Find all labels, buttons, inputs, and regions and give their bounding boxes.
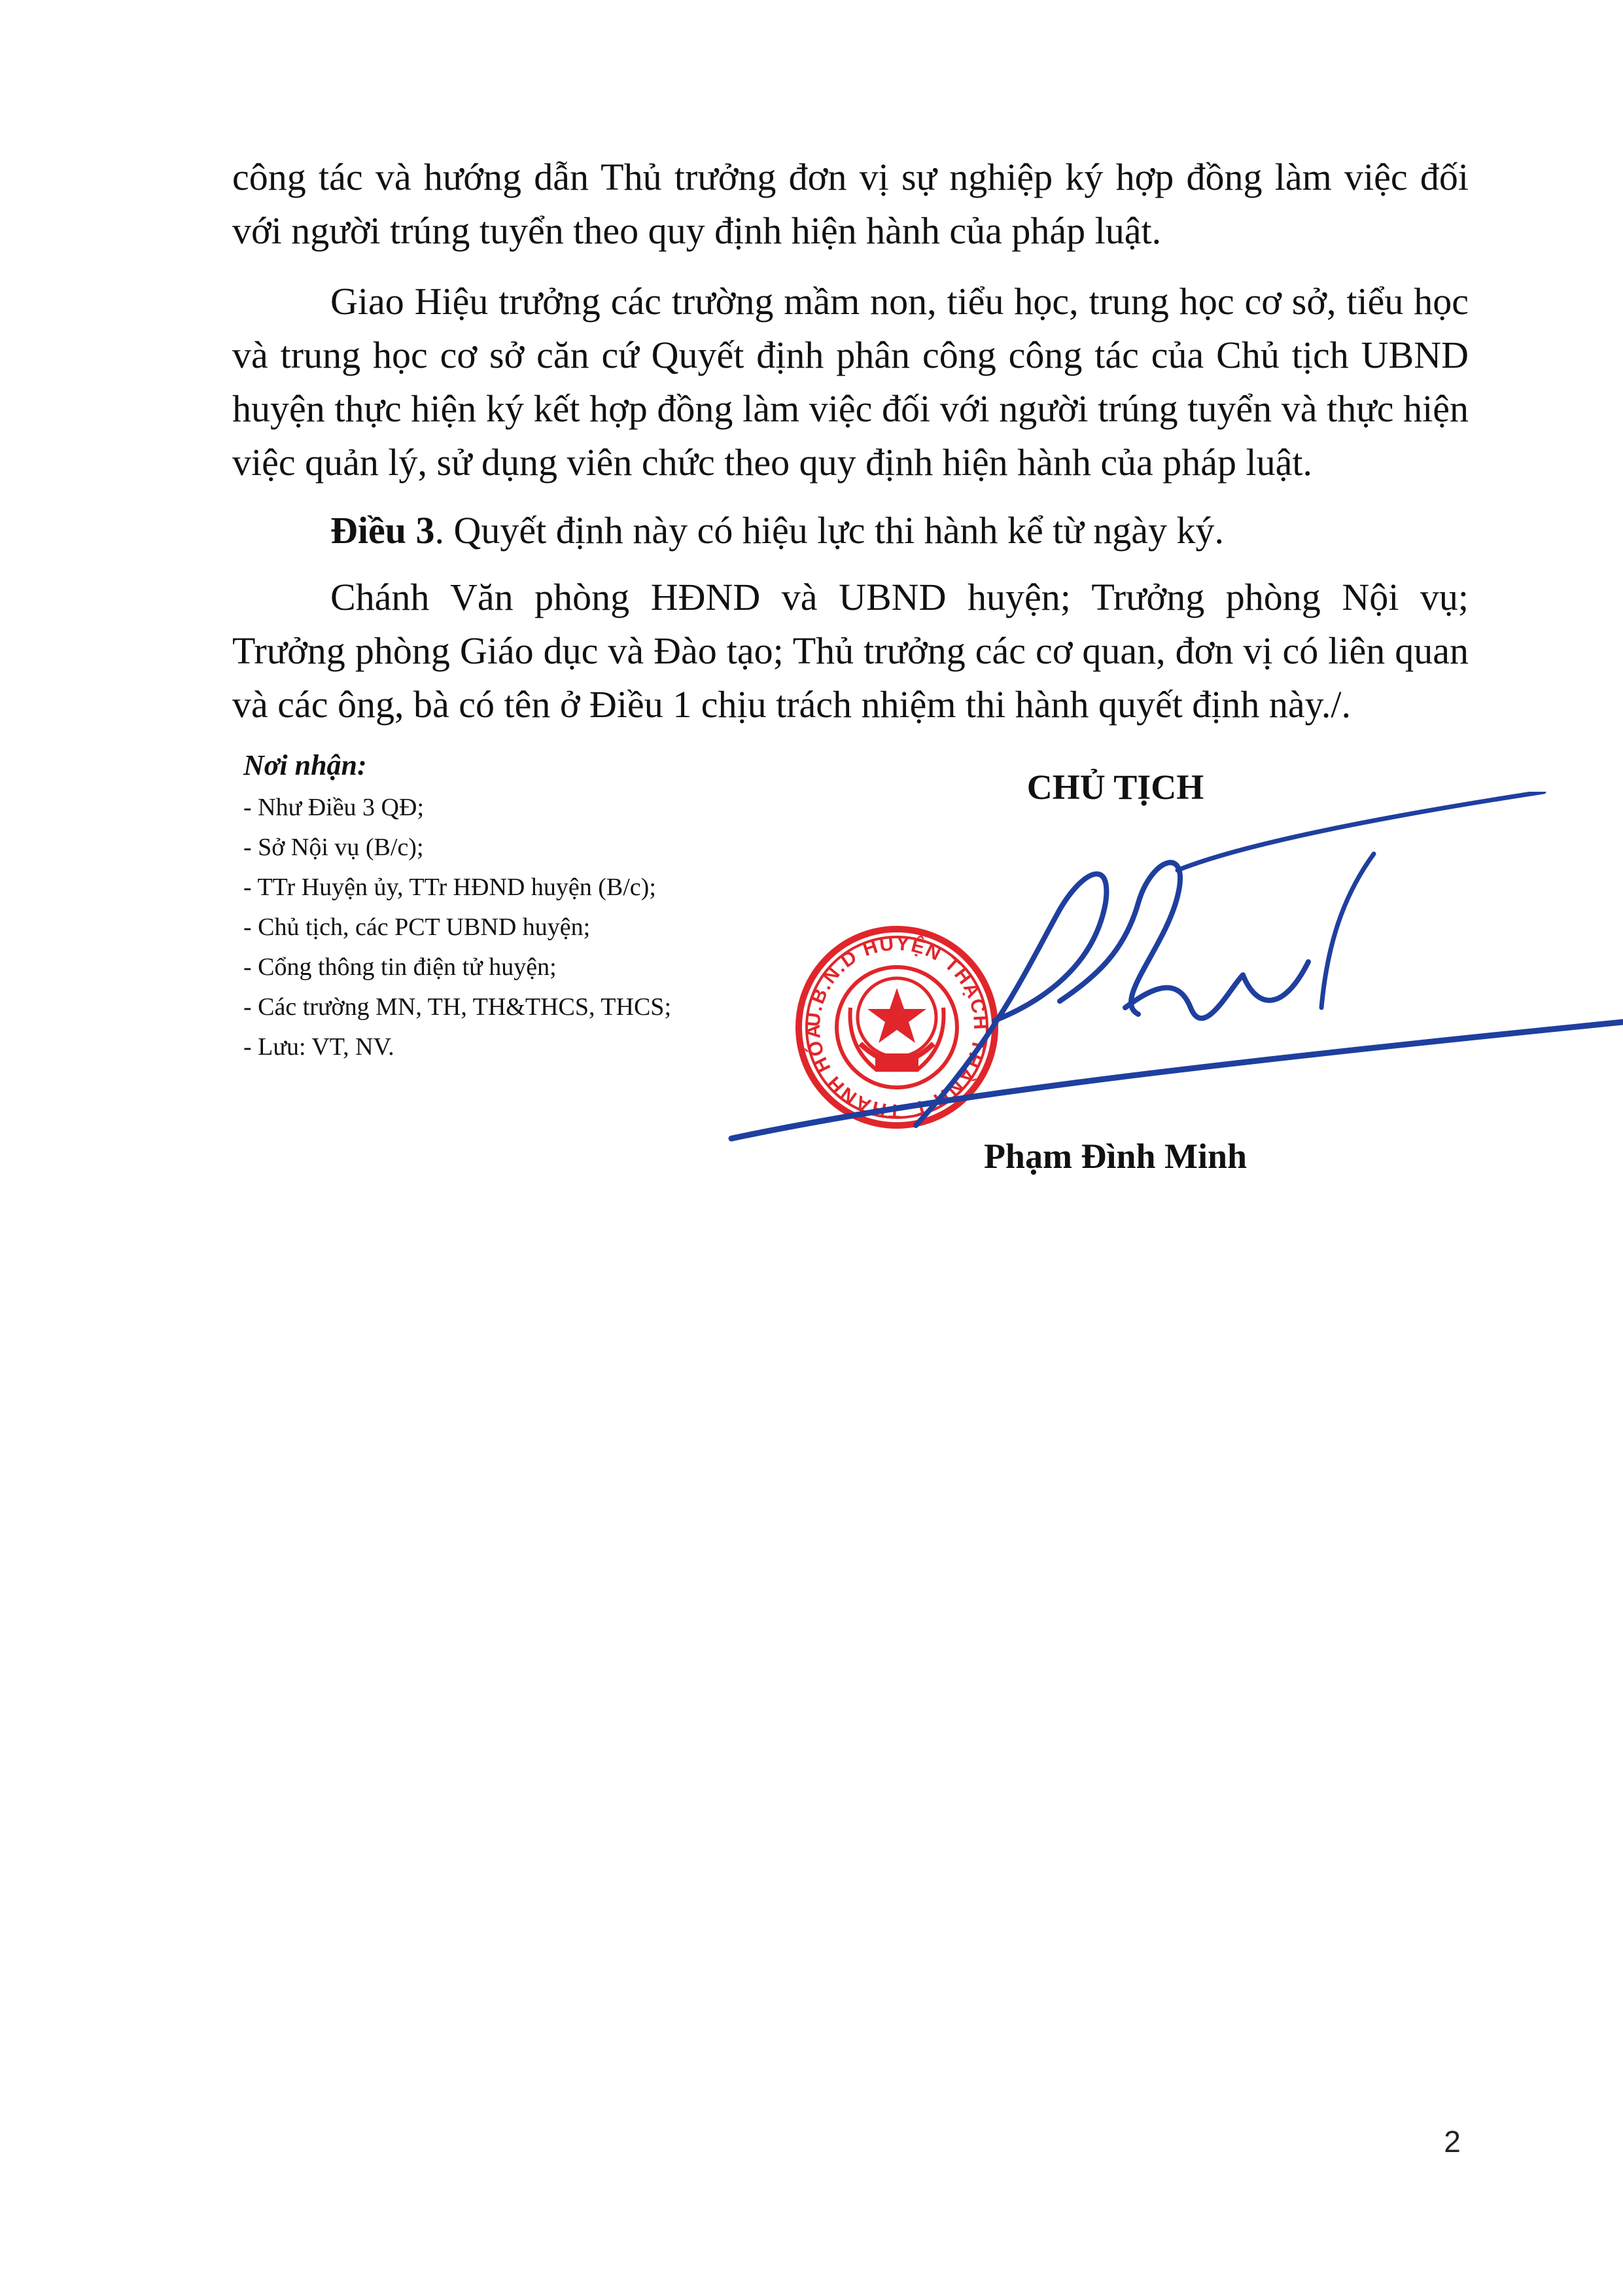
signer-title: CHỦ TỊCH — [1026, 768, 1204, 807]
seal-and-signature — [720, 792, 1623, 1158]
paragraph-responsibility: Chánh Văn phòng HĐND và UBND huyện; Trưởng phòng Nội vụ; Trưởng phòng Giáo dục và Đào tạo; Thủ trưởng các cơ quan, đơn vị có liên quan và các ông, bà có tên ở Điều 1 chịu trách nhiệm thi hành quyết định này./. — [232, 576, 1469, 726]
signer-name: Phạm Đình Minh — [983, 1137, 1248, 1176]
recipient-item: - Lưu: VT, NV. — [243, 1033, 394, 1061]
paragraph-school-principals: Giao Hiệu trưởng các trường mầm non, tiểu học, trung học cơ sở, tiểu học và trung học cơ sở căn cứ Quyết định phân công công tác của Chủ tịch UBND huyện thực hiện ký kết hợp đồng làm việc đối với người trúng tuyển và thực hiện việc quản lý, sử dụng viên chức theo quy định hiện hành của pháp luật. — [232, 280, 1469, 484]
recipient-item: - Cổng thông tin điện tử huyện; — [243, 953, 557, 981]
recipient-item: - Như Điều 3 QĐ; — [243, 794, 425, 821]
paragraph-continuation: công tác và hướng dẫn Thủ trưởng đơn vị sự nghiệp ký hợp đồng làm việc đối với người trúng tuyển theo quy định hiện hành của pháp luật. — [232, 156, 1469, 252]
recipients-title: Nơi nhận: — [243, 749, 367, 781]
recipient-item: - Sở Nội vụ (B/c); — [243, 834, 424, 861]
seal-text: U.B.N.D HUYỆN THẠCH THÀNH T. THANH HÓA — [802, 932, 992, 1122]
recipient-item: - Các trường MN, TH, TH&THCS, THCS; — [243, 993, 671, 1021]
article-3-text: . Quyết định này có hiệu lực thi hành kể từ ngày ký. — [434, 509, 1225, 552]
recipient-item: - TTr Huyện ủy, TTr HĐND huyện (B/c); — [243, 874, 656, 901]
page-number: 2 — [1444, 2125, 1461, 2159]
article-3-label: Điều 3 — [330, 509, 435, 552]
paragraph-article-3 — [232, 504, 1469, 557]
recipient-item: - Chủ tịch, các PCT UBND huyện; — [243, 913, 591, 941]
handwritten-signature-icon — [731, 792, 1623, 1139]
